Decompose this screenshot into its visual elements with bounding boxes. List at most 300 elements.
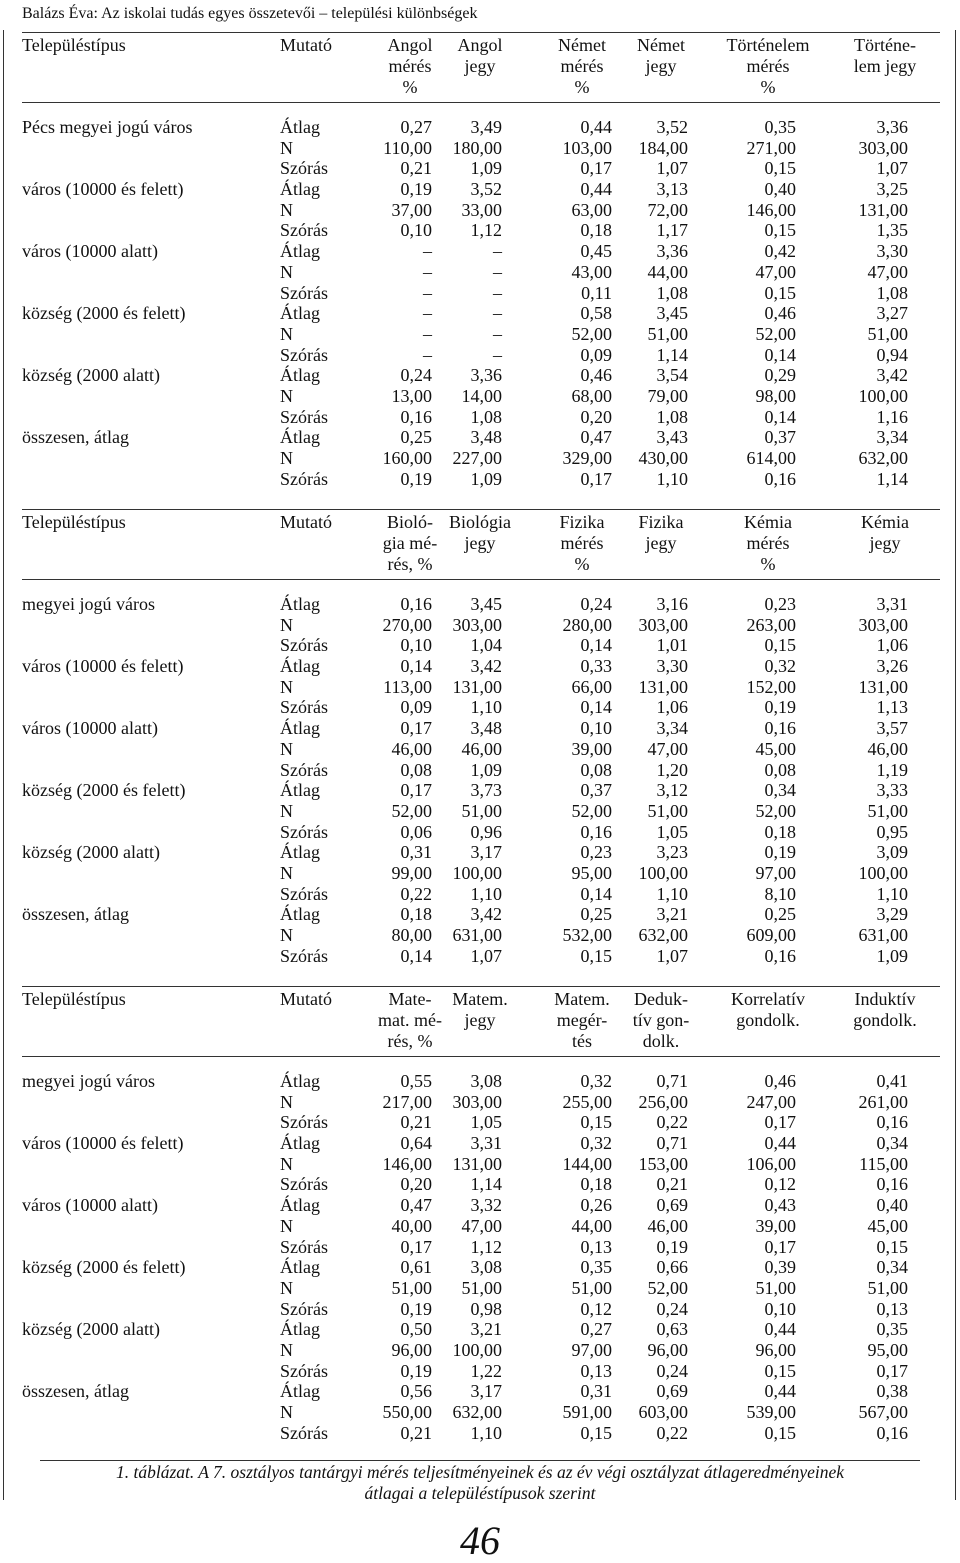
table-row <box>0 1299 960 1320</box>
value-cell: 0,16 <box>764 718 796 739</box>
value-cell: 632,00 <box>638 925 688 945</box>
value-cell: 0,19 <box>764 697 796 718</box>
value-cell: 1,10 <box>470 883 502 904</box>
value-cell: 0,17 <box>400 1236 432 1257</box>
value-cell: 0,43 <box>764 1195 796 1216</box>
value-cell: 13,00 <box>391 385 432 406</box>
value-cell: 0,14 <box>580 883 612 904</box>
value-cell: 3,52 <box>656 117 688 137</box>
table-row <box>0 760 960 781</box>
value-cell: 3,21 <box>470 1319 502 1340</box>
value-cell: 51,00 <box>391 1277 432 1298</box>
value-cell: 1,09 <box>470 158 502 179</box>
settlement-type-cell: Pécs megyei jogú város <box>22 117 193 137</box>
table-top-rule <box>22 509 940 510</box>
value-cell: 1,08 <box>876 282 908 303</box>
value-cell: – <box>423 282 432 303</box>
value-cell: 3,25 <box>876 179 908 200</box>
value-cell: 100,00 <box>638 862 688 883</box>
value-cell: 0,38 <box>876 1381 908 1402</box>
value-cell: 0,15 <box>764 1360 796 1381</box>
value-cell: 0,15 <box>764 282 796 303</box>
table-row <box>0 1112 960 1133</box>
value-cell: 0,14 <box>580 697 612 718</box>
value-cell: 0,24 <box>580 594 612 614</box>
value-cell: 0,34 <box>764 780 796 801</box>
value-cell: – <box>423 323 432 344</box>
value-cell: 0,19 <box>764 842 796 863</box>
value-cell: 0,08 <box>580 759 612 780</box>
table-top-rule <box>22 32 940 33</box>
value-cell: 263,00 <box>746 614 796 635</box>
column-header: Fizika mérés % <box>559 512 605 574</box>
value-cell: 0,32 <box>580 1071 612 1091</box>
settlement-type-cell: megyei jogú város <box>22 1071 155 1091</box>
value-cell: 0,33 <box>580 656 612 677</box>
table-row <box>0 1195 960 1216</box>
value-cell: 115,00 <box>859 1153 908 1174</box>
column-header: Településtípus <box>22 512 126 532</box>
value-cell: 3,13 <box>656 179 688 200</box>
column-header: Fizika jegy <box>638 512 684 553</box>
table-row <box>0 345 960 366</box>
table-row <box>0 1092 960 1113</box>
table-row <box>0 1402 960 1423</box>
value-cell: 52,00 <box>571 323 612 344</box>
settlement-type-cell: összesen, átlag <box>22 1381 129 1402</box>
value-cell: 0,96 <box>470 821 502 842</box>
value-cell: 39,00 <box>571 738 612 759</box>
table-row <box>0 220 960 241</box>
value-cell: 43,00 <box>571 261 612 282</box>
value-cell: 3,36 <box>876 117 908 137</box>
table-row <box>0 365 960 386</box>
value-cell: 51,00 <box>647 800 688 821</box>
indicator-cell: N <box>280 1091 293 1112</box>
table-row <box>0 1423 960 1444</box>
value-cell: 0,46 <box>764 303 796 324</box>
value-cell: 0,17 <box>580 468 612 489</box>
value-cell: 3,33 <box>876 780 908 801</box>
value-cell: 0,14 <box>400 945 432 966</box>
column-header: Angol mérés % <box>387 35 433 97</box>
value-cell: 1,19 <box>876 759 908 780</box>
value-cell: 8,10 <box>764 883 796 904</box>
indicator-cell: Átlag <box>280 303 320 324</box>
column-header: Német jegy <box>637 35 685 76</box>
value-cell: 0,22 <box>656 1422 688 1443</box>
table-row <box>0 407 960 428</box>
value-cell: 0,21 <box>400 158 432 179</box>
indicator-cell: Átlag <box>280 842 320 863</box>
value-cell: 0,27 <box>400 117 432 137</box>
indicator-cell: Átlag <box>280 117 320 137</box>
column-header: Biológia jegy <box>449 512 511 553</box>
table-row <box>0 656 960 677</box>
indicator-cell: Szórás <box>280 468 328 489</box>
value-cell: 0,71 <box>656 1133 688 1154</box>
indicator-cell: Átlag <box>280 1071 320 1091</box>
value-cell: 1,01 <box>656 635 688 656</box>
value-cell: 0,19 <box>656 1236 688 1257</box>
value-cell: 1,12 <box>470 1236 502 1257</box>
indicator-cell: N <box>280 137 293 158</box>
indicator-cell: N <box>280 385 293 406</box>
value-cell: 0,35 <box>580 1257 612 1278</box>
value-cell: 0,10 <box>580 718 612 739</box>
value-cell: 1,10 <box>656 883 688 904</box>
value-cell: 0,14 <box>764 406 796 427</box>
value-cell: 591,00 <box>562 1402 612 1422</box>
indicator-cell: N <box>280 1153 293 1174</box>
table-row <box>0 718 960 739</box>
value-cell: 0,47 <box>580 427 612 448</box>
indicator-cell: Átlag <box>280 718 320 739</box>
value-cell: 0,15 <box>876 1236 908 1257</box>
table-row <box>0 884 960 905</box>
value-cell: 131,00 <box>638 676 688 697</box>
value-cell: 0,23 <box>764 594 796 614</box>
running-header: Balázs Éva: Az iskolai tudás egyes összetevői – települési különbségek <box>22 5 478 22</box>
value-cell: 3,34 <box>656 718 688 739</box>
value-cell: 3,30 <box>656 656 688 677</box>
table-row <box>0 1237 960 1258</box>
table-row <box>0 822 960 843</box>
value-cell: 51,00 <box>571 1277 612 1298</box>
value-cell: 0,35 <box>876 1319 908 1340</box>
table-row <box>0 635 960 656</box>
value-cell: 0,14 <box>580 635 612 656</box>
value-cell: 1,06 <box>876 635 908 656</box>
table-row <box>0 594 960 615</box>
value-cell: 0,94 <box>876 344 908 365</box>
value-cell: – <box>493 261 502 282</box>
value-cell: 37,00 <box>391 199 432 220</box>
value-cell: 0,37 <box>580 780 612 801</box>
value-cell: 270,00 <box>382 614 432 635</box>
table-row <box>0 1174 960 1195</box>
column-header: Történe- lem jegy <box>853 35 917 76</box>
column-header: Történelem mérés % <box>726 35 810 97</box>
table-row <box>0 1361 960 1382</box>
value-cell: 603,00 <box>638 1402 688 1422</box>
table-row <box>0 697 960 718</box>
column-header: Bioló- gia mé- rés, % <box>382 512 438 574</box>
indicator-cell: N <box>280 448 293 468</box>
value-cell: 0,61 <box>400 1257 432 1278</box>
table-row <box>0 241 960 262</box>
settlement-type-cell: város (10000 alatt) <box>22 1195 158 1216</box>
value-cell: 0,16 <box>876 1174 908 1195</box>
value-cell: 0,44 <box>764 1381 796 1402</box>
value-cell: 0,34 <box>876 1257 908 1278</box>
value-cell: 3,36 <box>656 241 688 262</box>
indicator-cell: Szórás <box>280 1360 328 1381</box>
table-row <box>0 117 960 138</box>
value-cell: 97,00 <box>755 862 796 883</box>
table-row <box>0 842 960 863</box>
table-row <box>0 1154 960 1175</box>
value-cell: 3,21 <box>656 904 688 925</box>
value-cell: 46,00 <box>391 738 432 759</box>
column-header: Mate- mat. mé- rés, % <box>378 989 442 1051</box>
value-cell: 0,17 <box>764 1236 796 1257</box>
value-cell: 0,08 <box>764 759 796 780</box>
value-cell: 0,50 <box>400 1319 432 1340</box>
value-cell: 0,19 <box>400 1298 432 1319</box>
value-cell: 0,98 <box>470 1298 502 1319</box>
value-cell: 47,00 <box>461 1215 502 1236</box>
value-cell: 98,00 <box>755 385 796 406</box>
value-cell: 3,30 <box>876 241 908 262</box>
value-cell: 0,71 <box>656 1071 688 1091</box>
indicator-cell: Átlag <box>280 241 320 262</box>
indicator-cell: N <box>280 199 293 220</box>
value-cell: 0,15 <box>764 158 796 179</box>
value-cell: 0,37 <box>764 427 796 448</box>
value-cell: 539,00 <box>746 1402 796 1422</box>
value-cell: 247,00 <box>746 1091 796 1112</box>
indicator-cell: Szórás <box>280 344 328 365</box>
value-cell: 0,31 <box>400 842 432 863</box>
value-cell: 1,07 <box>656 158 688 179</box>
value-cell: 0,18 <box>400 904 432 925</box>
value-cell: 46,00 <box>647 1215 688 1236</box>
indicator-cell: Szórás <box>280 282 328 303</box>
value-cell: 99,00 <box>391 862 432 883</box>
value-cell: 40,00 <box>391 1215 432 1236</box>
value-cell: 131,00 <box>858 676 908 697</box>
value-cell: 0,06 <box>400 821 432 842</box>
value-cell: 0,23 <box>580 842 612 863</box>
table-row <box>0 158 960 179</box>
table-row <box>0 1319 960 1340</box>
value-cell: 106,00 <box>746 1153 796 1174</box>
value-cell: 0,10 <box>764 1298 796 1319</box>
value-cell: 3,26 <box>876 656 908 677</box>
value-cell: 0,55 <box>400 1071 432 1091</box>
settlement-type-cell: megyei jogú város <box>22 594 155 614</box>
table-body <box>0 117 960 489</box>
indicator-cell: N <box>280 1339 293 1360</box>
value-cell: 631,00 <box>452 925 502 945</box>
value-cell: 113,00 <box>383 676 432 697</box>
value-cell: 100,00 <box>858 862 908 883</box>
value-cell: 3,42 <box>876 365 908 386</box>
value-cell: 0,25 <box>580 904 612 925</box>
value-cell: 153,00 <box>638 1153 688 1174</box>
value-cell: 0,46 <box>764 1071 796 1091</box>
value-cell: 632,00 <box>858 448 908 468</box>
value-cell: – <box>493 303 502 324</box>
value-cell: 0,21 <box>400 1422 432 1443</box>
value-cell: 96,00 <box>647 1339 688 1360</box>
value-cell: 72,00 <box>647 199 688 220</box>
value-cell: 1,10 <box>876 883 908 904</box>
value-cell: 0,10 <box>400 635 432 656</box>
value-cell: 100,00 <box>858 385 908 406</box>
table-row <box>0 324 960 345</box>
column-header: Mutató <box>280 989 332 1009</box>
indicator-cell: Szórás <box>280 697 328 718</box>
value-cell: 0,17 <box>764 1112 796 1133</box>
table-row <box>0 1133 960 1154</box>
column-header: Deduk- tív gon- dolk. <box>632 989 690 1051</box>
table-row <box>0 863 960 884</box>
value-cell: 3,17 <box>470 1381 502 1402</box>
value-cell: 68,00 <box>571 385 612 406</box>
settlement-type-cell: város (10000 és felett) <box>22 179 184 200</box>
value-cell: 0,46 <box>580 365 612 386</box>
value-cell: 1,12 <box>470 220 502 241</box>
value-cell: 3,54 <box>656 365 688 386</box>
value-cell: 217,00 <box>382 1091 432 1112</box>
value-cell: 3,36 <box>470 365 502 386</box>
value-cell: 1,05 <box>656 821 688 842</box>
value-cell: 0,16 <box>876 1112 908 1133</box>
value-cell: 0,18 <box>580 220 612 241</box>
table-caption: 1. táblázat. A 7. osztályos tantárgyi mérés teljesítményeinek és az év végi osztályzat átlageredményeinek átlagai a településtípusok szerint <box>115 1462 845 1503</box>
value-cell: 0,19 <box>400 468 432 489</box>
table-row <box>0 386 960 407</box>
indicator-cell: Szórás <box>280 1298 328 1319</box>
value-cell: 44,00 <box>571 1215 612 1236</box>
value-cell: 152,00 <box>746 676 796 697</box>
value-cell: 0,24 <box>400 365 432 386</box>
value-cell: 0,16 <box>400 594 432 614</box>
value-cell: 0,16 <box>876 1422 908 1443</box>
value-cell: 0,14 <box>400 656 432 677</box>
header-bottom-rule <box>22 102 940 103</box>
value-cell: 3,42 <box>470 904 502 925</box>
value-cell: 184,00 <box>638 137 688 158</box>
table-row <box>0 615 960 636</box>
table-row <box>0 138 960 159</box>
indicator-cell: Szórás <box>280 1112 328 1133</box>
value-cell: 47,00 <box>867 261 908 282</box>
value-cell: 3,23 <box>656 842 688 863</box>
value-cell: 0,14 <box>764 344 796 365</box>
indicator-cell: Átlag <box>280 1257 320 1278</box>
value-cell: 131,00 <box>858 199 908 220</box>
value-cell: 0,19 <box>400 1360 432 1381</box>
value-cell: 255,00 <box>562 1091 612 1112</box>
column-header: Kémia mérés % <box>744 512 792 574</box>
value-cell: 1,10 <box>470 697 502 718</box>
value-cell: 3,34 <box>876 427 908 448</box>
table-row <box>0 262 960 283</box>
value-cell: 146,00 <box>746 199 796 220</box>
value-cell: 0,66 <box>656 1257 688 1278</box>
settlement-type-cell: község (2000 és felett) <box>22 780 186 801</box>
value-cell: 0,12 <box>580 1298 612 1319</box>
value-cell: – <box>423 261 432 282</box>
indicator-cell: N <box>280 676 293 697</box>
value-cell: 1,13 <box>876 697 908 718</box>
value-cell: 0,44 <box>764 1319 796 1340</box>
value-cell: 0,10 <box>400 220 432 241</box>
indicator-cell: Szórás <box>280 1174 328 1195</box>
value-cell: 45,00 <box>755 738 796 759</box>
column-header: Matem. jegy <box>452 989 508 1030</box>
indicator-cell: N <box>280 862 293 883</box>
indicator-cell: Szórás <box>280 1422 328 1443</box>
value-cell: 0,34 <box>876 1133 908 1154</box>
value-cell: 14,00 <box>461 385 502 406</box>
table-row <box>0 1278 960 1299</box>
table-body <box>0 1071 960 1443</box>
table-row <box>0 1216 960 1237</box>
value-cell: 47,00 <box>647 738 688 759</box>
value-cell: 1,16 <box>876 406 908 427</box>
value-cell: 100,00 <box>452 1339 502 1360</box>
value-cell: 52,00 <box>391 800 432 821</box>
value-cell: 3,31 <box>470 1133 502 1154</box>
value-cell: 100,00 <box>452 862 502 883</box>
settlement-type-cell: község (2000 alatt) <box>22 1319 160 1340</box>
value-cell: 3,09 <box>876 842 908 863</box>
indicator-cell: Átlag <box>280 1133 320 1154</box>
value-cell: 0,58 <box>580 303 612 324</box>
value-cell: 3,43 <box>656 427 688 448</box>
value-cell: 0,13 <box>876 1298 908 1319</box>
indicator-cell: Szórás <box>280 1236 328 1257</box>
value-cell: 0,19 <box>400 179 432 200</box>
value-cell: 614,00 <box>746 448 796 468</box>
value-cell: 3,29 <box>876 904 908 925</box>
value-cell: 144,00 <box>562 1153 612 1174</box>
table-row <box>0 200 960 221</box>
value-cell: 1,10 <box>656 468 688 489</box>
table-row <box>0 1257 960 1278</box>
value-cell: 146,00 <box>382 1153 432 1174</box>
value-cell: 0,18 <box>764 821 796 842</box>
value-cell: 51,00 <box>461 800 502 821</box>
value-cell: 0,63 <box>656 1319 688 1340</box>
table-row <box>0 946 960 967</box>
value-cell: 0,22 <box>400 883 432 904</box>
column-header: Településtípus <box>22 989 126 1009</box>
value-cell: 0,56 <box>400 1381 432 1402</box>
value-cell: 52,00 <box>647 1277 688 1298</box>
indicator-cell: Átlag <box>280 365 320 386</box>
value-cell: 567,00 <box>858 1402 908 1422</box>
value-cell: 0,31 <box>580 1381 612 1402</box>
indicator-cell: Szórás <box>280 635 328 656</box>
table-row <box>0 448 960 469</box>
value-cell: 51,00 <box>755 1277 796 1298</box>
column-header: Német mérés % <box>558 35 606 97</box>
table-row <box>0 904 960 925</box>
value-cell: 46,00 <box>461 738 502 759</box>
indicator-cell: Szórás <box>280 945 328 966</box>
value-cell: 0,95 <box>876 821 908 842</box>
value-cell: 261,00 <box>858 1091 908 1112</box>
value-cell: – <box>493 241 502 262</box>
value-cell: – <box>493 344 502 365</box>
value-cell: 0,29 <box>764 365 796 386</box>
page-number: 46 <box>460 1518 500 1563</box>
indicator-cell: Átlag <box>280 179 320 200</box>
value-cell: 303,00 <box>452 614 502 635</box>
value-cell: 0,21 <box>400 1112 432 1133</box>
indicator-cell: N <box>280 614 293 635</box>
indicator-cell: Szórás <box>280 220 328 241</box>
value-cell: 47,00 <box>755 261 796 282</box>
value-cell: 3,42 <box>470 656 502 677</box>
value-cell: 280,00 <box>562 614 612 635</box>
table-row <box>0 469 960 490</box>
